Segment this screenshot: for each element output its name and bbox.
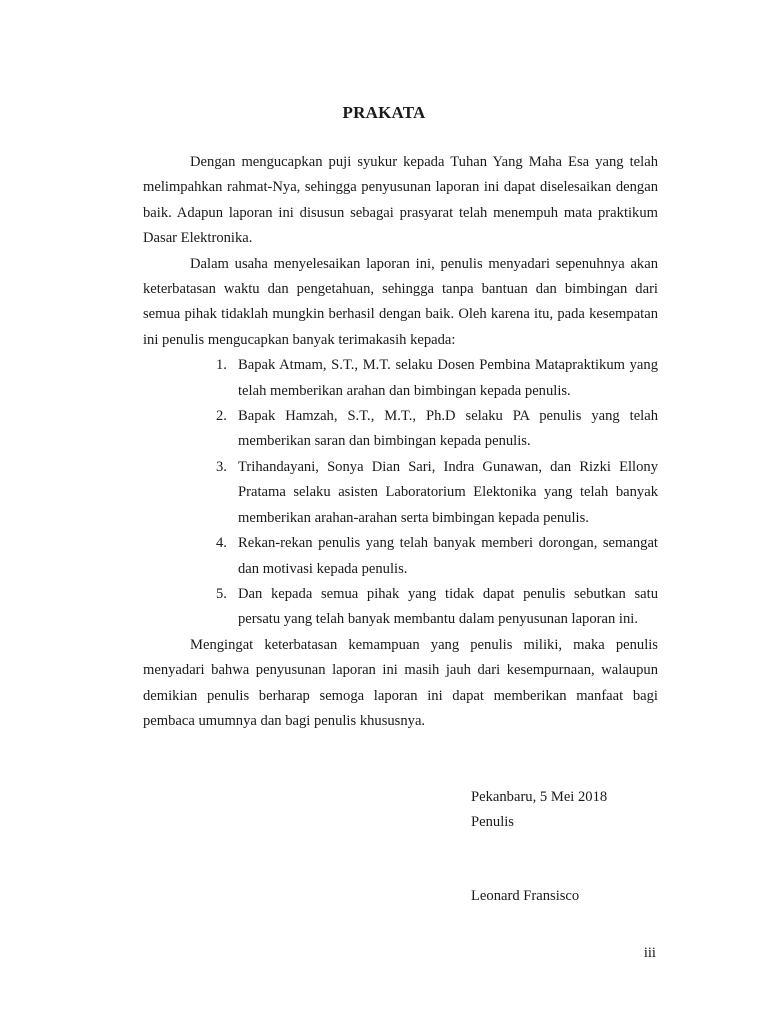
list-item	[143, 404, 658, 455]
list-item-number: 4.	[216, 535, 227, 552]
list-item-text: Bapak Atmam, S.T., M.T. selaku Dosen Pembina Matapraktikum yang telah memberikan arahan dan bimbingan kepada penulis.	[238, 357, 658, 399]
list-item-text: Rekan-rekan penulis yang telah banyak memberi dorongan, semangat dan motivasi kepada penulis.	[238, 535, 658, 577]
signature-author: Leonard Fransisco	[471, 888, 580, 904]
paragraph-thanks: Dalam usaha menyelesaikan laporan ini, penulis menyadari sepenuhnya akan keterbatasan waktu dan pengetahuan, sehingga tanpa bantuan dan bimbingan dari semua pihak tidaklah mungkin berhasil dengan baik. Oleh karena itu, pada kesempatan ini penulis mengucapkan banyak terimakasih kepada:	[143, 255, 658, 348]
paragraph-intro: Dengan mengucapkan puji syukur kepada Tuhan Yang Maha Esa yang telah melimpahkan rahmat-Nya, sehingga penyusunan laporan ini dapat diselesaikan dengan baik. Adapun laporan ini disusun sebagai prasyarat telah menempuh mata praktikum Dasar Elektronika.	[143, 154, 658, 247]
acknowledgement-list	[143, 353, 658, 632]
list-item	[143, 582, 658, 633]
list-item	[143, 531, 658, 582]
list-item-number: 1.	[216, 357, 227, 374]
signature-place-date: Pekanbaru, 5 Mei 2018	[471, 789, 608, 805]
list-item-text: Dan kepada semua pihak yang tidak dapat penulis sebutkan satu persatu yang telah banyak membantu dalam penyusunan laporan ini.	[238, 585, 658, 628]
page-number: iii	[643, 945, 656, 961]
signature-role: Penulis	[471, 814, 514, 830]
list-item	[143, 455, 658, 531]
page-title: PRAKATA	[342, 103, 426, 122]
list-item-number: 2.	[216, 408, 227, 425]
list-item-text: Bapak Hamzah, S.T., M.T., Ph.D selaku PA penulis yang telah memberikan saran dan bimbingan kepada penulis.	[238, 408, 658, 450]
document-body	[143, 150, 658, 734]
paragraph-closing: Mengingat keterbatasan kemampuan yang penulis miliki, maka penulis menyadari bahwa penyusunan laporan ini masih jauh dari kesempurnaan, walaupun demikian penulis berharap semoga laporan ini dapat memberikan manfaat bagi pembaca umumnya dan bagi penulis khususnya.	[143, 636, 658, 729]
list-item-number: 3.	[216, 458, 227, 475]
list-item-number: 5.	[216, 585, 227, 602]
list-item	[143, 353, 658, 404]
list-item-text: Trihandayani, Sonya Dian Sari, Indra Gunawan, dan Rizki Ellony Pratama selaku asisten Laboratorium Elektonika yang telah banyak memberikan arahan-arahan serta bimbingan kepada penulis.	[238, 458, 658, 526]
